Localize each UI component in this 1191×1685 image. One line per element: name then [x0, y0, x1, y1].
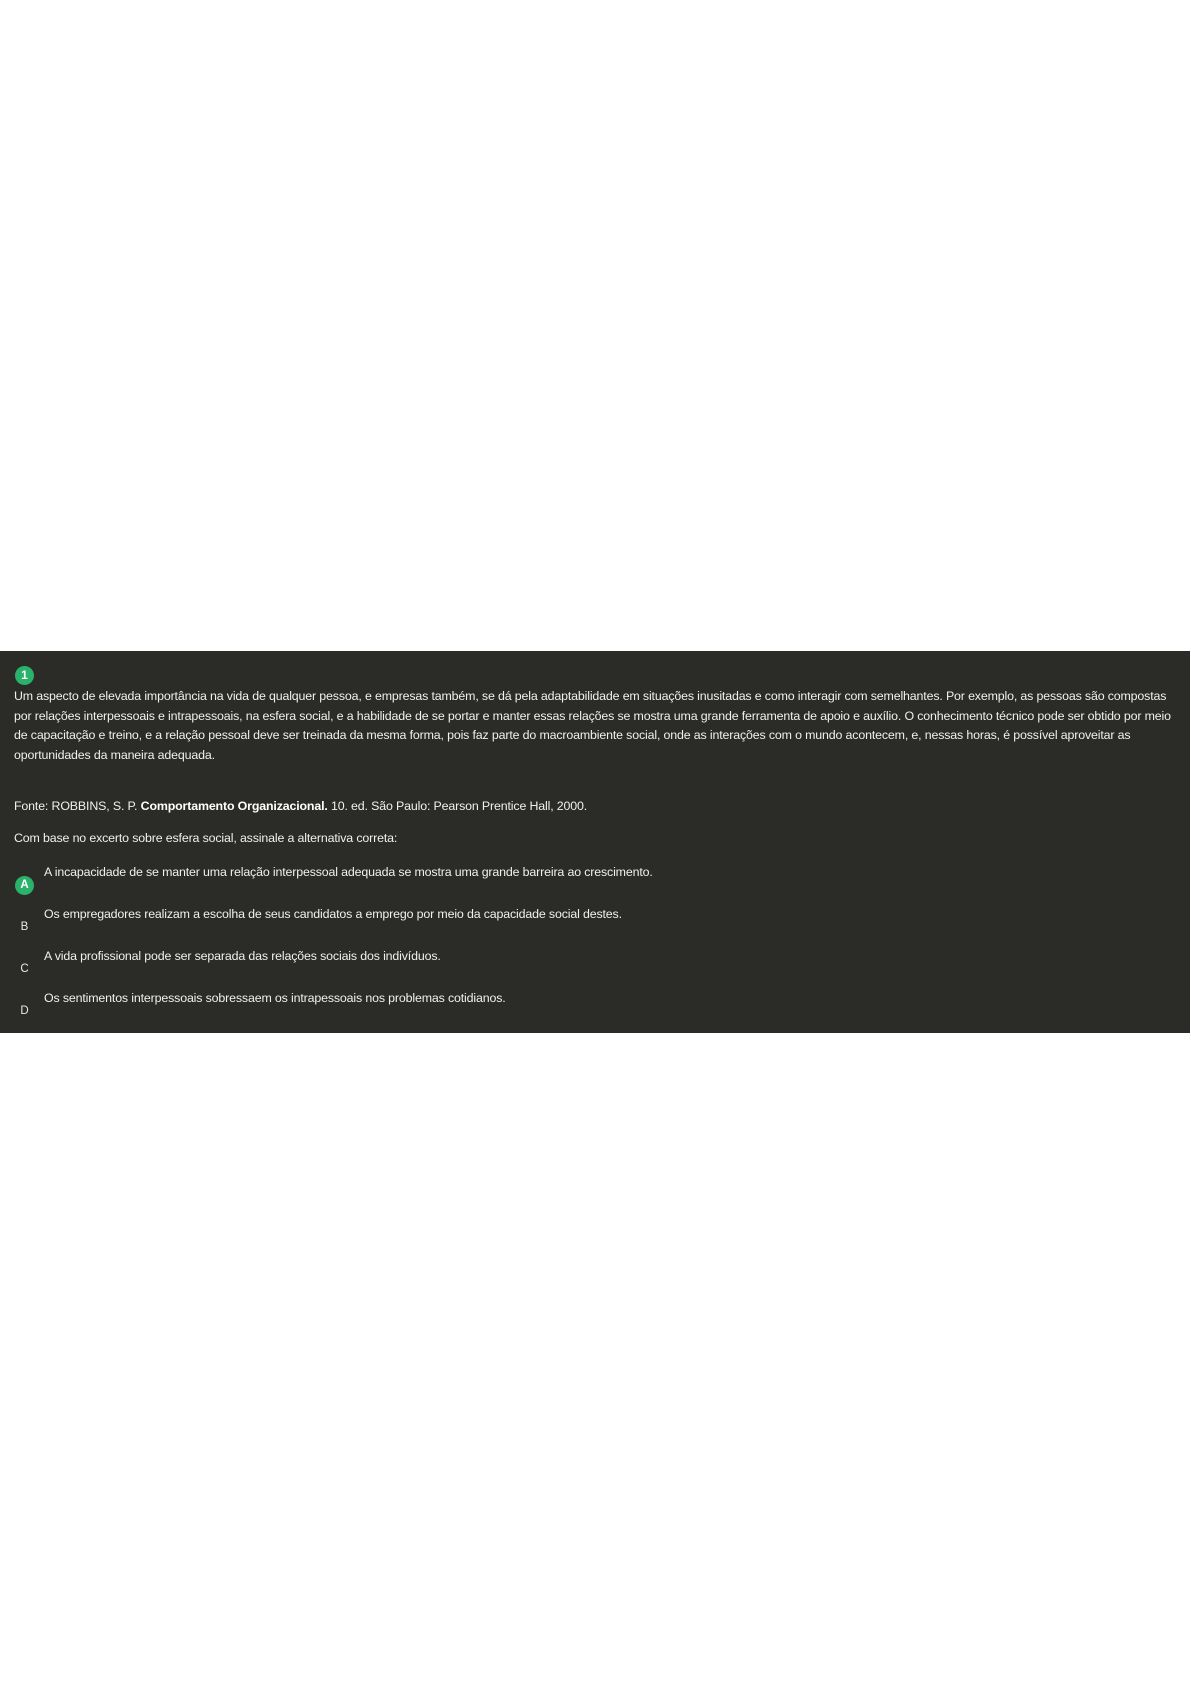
source-suffix: 10. ed. São Paulo: Pearson Prentice Hall, 2000. — [330, 799, 588, 813]
option-d[interactable] — [0, 982, 1190, 1022]
question-text: Um aspecto de elevada importância na vida de qualquer pessoa, e empresas também, se dá pela adaptabilidade em situações inusitadas e como interagir com semelhantes. Por exemplo, as pessoas são compostas por relações interpessoais e intrapessoais, na esfera social, e a habilidade de se portar e manter essas relações se mostra uma grande ferramenta de apoio e auxílio. O conhecimento técnico pode ser obtido por meio de capacitação e treino, e a relação pessoal deve ser treinada da mesma forma, pois faz parte do macroambiente social, onde as interações com o mundo acontecem, e, nessas horas, é possível aproveitar as oportunidades da maneira adequada. — [14, 689, 1171, 762]
option-c-text[interactable]: A vida profissional pode ser separada das relações sociais dos indivíduos. — [44, 949, 441, 963]
option-d-text[interactable]: Os sentimentos interpessoais sobressaem os intrapessoais nos problemas cotidianos. — [44, 991, 506, 1005]
option-b[interactable] — [0, 898, 1190, 938]
option-b-letter[interactable]: B — [20, 921, 29, 933]
question-number-badge: 1 — [15, 666, 34, 685]
question-panel — [0, 651, 1190, 1033]
question-prompt: Com base no excerto sobre esfera social, assinale a alternativa correta: — [14, 831, 398, 845]
option-a[interactable] — [0, 856, 1190, 896]
option-a-text[interactable]: A incapacidade de se manter uma relação interpessoal adequada se mostra uma grande barreira ao crescimento. — [44, 865, 653, 879]
question-source — [14, 797, 587, 815]
source-prefix: Fonte: ROBBINS, S. P. — [14, 799, 138, 813]
option-d-letter[interactable]: D — [20, 1005, 29, 1017]
option-c-letter[interactable]: C — [20, 963, 29, 975]
option-c[interactable] — [0, 940, 1190, 980]
option-b-text[interactable]: Os empregadores realizam a escolha de seus candidatos a emprego por meio da capacidade social destes. — [44, 907, 622, 921]
option-a-letter-badge[interactable]: A — [15, 876, 34, 895]
source-title: Comportamento Organizacional. — [140, 799, 328, 813]
